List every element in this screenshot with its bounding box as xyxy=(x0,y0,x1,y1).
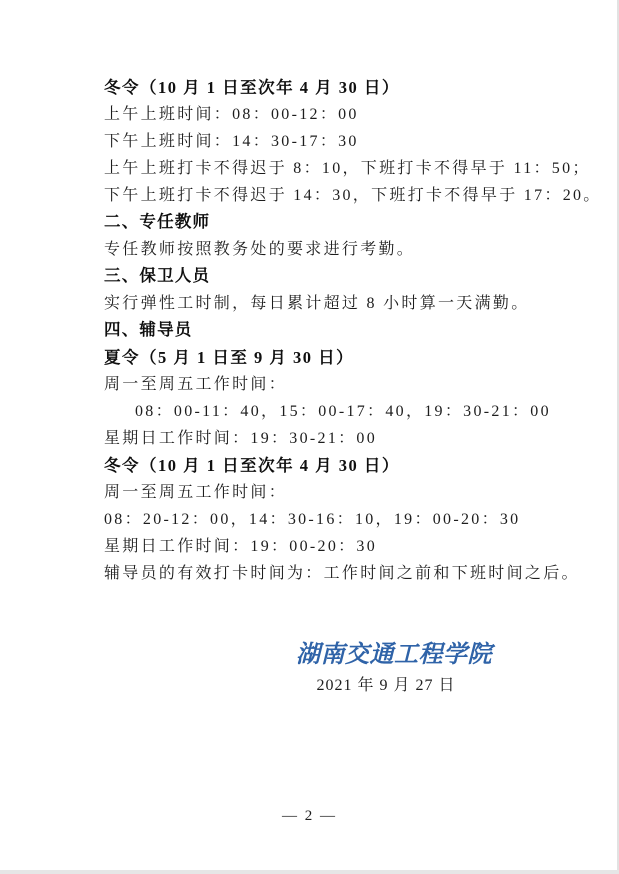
doc-line-morning-clockin-rule: 上午上班打卡不得迟于 8：10，下班打卡不得早于 11：50； xyxy=(104,160,591,177)
doc-line-weekday-hours-summer: 08：00-11：40，15：00-17：40，19：30-21：00 xyxy=(135,403,551,420)
doc-line-morning-hours: 上午上班时间：08：00-12：00 xyxy=(104,106,359,123)
doc-line-sunday-hours-winter: 星期日工作时间：19：00-20：30 xyxy=(104,538,378,555)
document-body xyxy=(104,74,602,587)
doc-line-sunday-hours-summer: 星期日工作时间：19：30-21：00 xyxy=(104,430,378,447)
doc-line-valid-clockin-time: 辅导员的有效打卡时间为：工作时间之前和下班时间之后。 xyxy=(104,565,580,582)
institution-signature: 湖南交通工程学院 xyxy=(296,642,492,668)
heading-winter-schedule-staff: 冬令（10 月 1 日至次年 4 月 30 日） xyxy=(104,78,400,97)
heading-section-3-security-staff: 三、保卫人员 xyxy=(104,267,211,285)
scan-edge-bottom xyxy=(0,870,619,874)
doc-line-afternoon-clockin-rule: 下午上班打卡不得迟于 14：30，下班打卡不得早于 17：20。 xyxy=(104,187,602,204)
doc-line-security-rule: 实行弹性工时制，每日累计超过 8 小时算一天满勤。 xyxy=(104,295,530,312)
page-number: — 2 — xyxy=(282,808,337,824)
heading-section-4-counselors: 四、辅导员 xyxy=(104,321,193,339)
document-date: 2021 年 9 月 27 日 xyxy=(316,677,456,694)
heading-summer-schedule-counselors: 夏令（5 月 1 日至 9 月 30 日） xyxy=(104,348,355,367)
doc-line-afternoon-hours: 下午上班时间：14：30-17：30 xyxy=(104,133,359,150)
doc-line-weekday-hours-winter: 08：20-12：00，14：30-16：10，19：00-20：30 xyxy=(104,511,521,528)
doc-line-teachers-rule: 专任教师按照教务处的要求进行考勤。 xyxy=(104,241,416,258)
doc-line-weekday-hours-label-summer: 周一至周五工作时间： xyxy=(104,376,288,393)
doc-line-weekday-hours-label-winter: 周一至周五工作时间： xyxy=(104,484,288,501)
heading-winter-schedule-counselors: 冬令（10 月 1 日至次年 4 月 30 日） xyxy=(104,456,400,475)
heading-section-2-full-time-teachers: 二、专任教师 xyxy=(104,213,211,231)
